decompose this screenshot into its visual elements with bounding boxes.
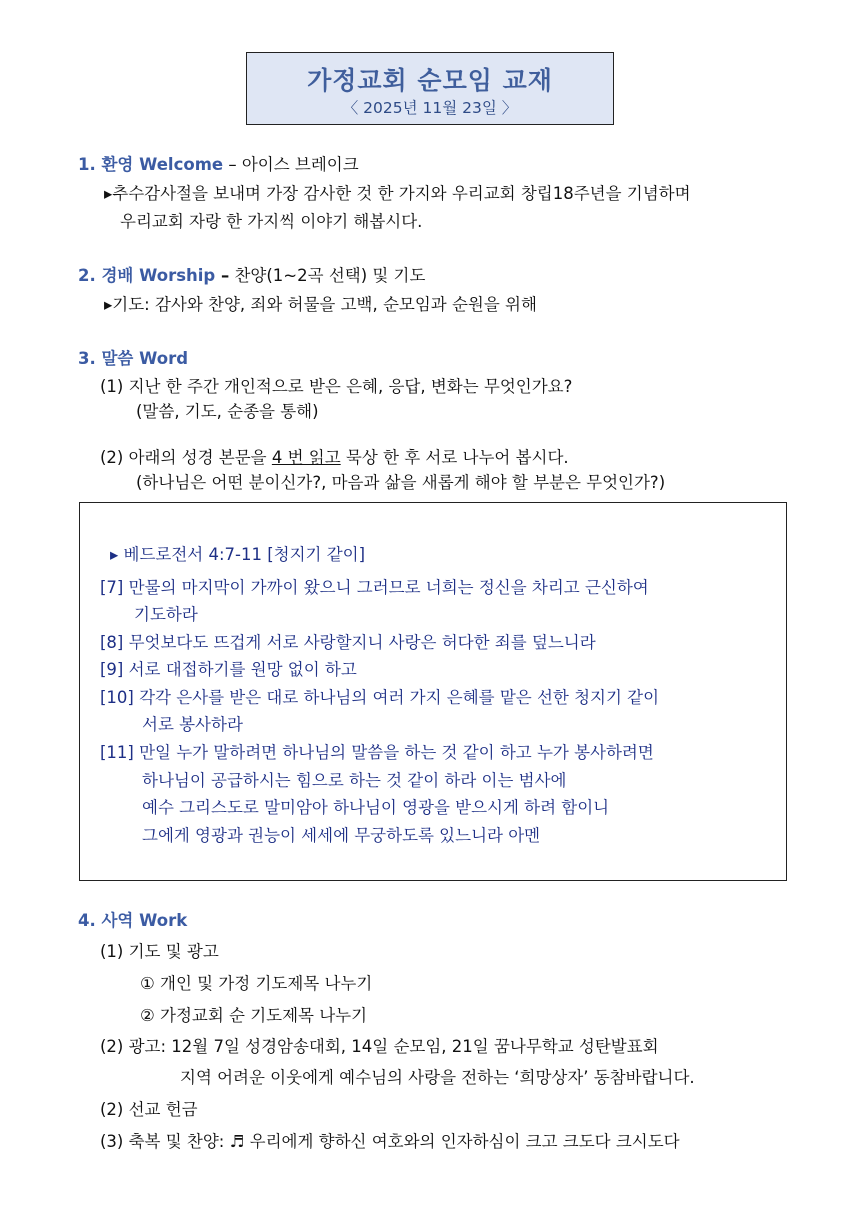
verse-7-line-2: 기도하라	[134, 605, 198, 624]
verse-11-line-1: [11] 만일 누가 말하려면 하나님의 말씀을 하는 것 같이 하고 누가 봉사하려면	[100, 743, 654, 762]
work-item-1-b: ② 가정교회 순 기도제목 나누기	[140, 1006, 368, 1025]
word-question-1: (1) 지난 한 주간 개인적으로 받은 은혜, 응답, 변화는 무엇인가요?	[100, 377, 573, 396]
verse-11-line-2: 하나님이 공급하시는 힘으로 하는 것 같이 하라 이는 범사에	[142, 771, 567, 790]
work-item-3: (2) 선교 헌금	[100, 1100, 198, 1119]
word-question-2-note: (하나님은 어떤 분이신가?, 마음과 삶을 새롭게 해야 할 부분은 무엇인가?)	[136, 473, 666, 492]
section-word-heading: 3. 말씀 Word	[78, 349, 189, 368]
section-welcome-heading	[78, 151, 359, 175]
verse-8: [8] 무엇보다도 뜨겁게 서로 사랑할지니 사랑은 허다한 죄를 덮느니라	[100, 633, 596, 652]
section-worship-heading	[78, 262, 425, 286]
section-work-heading: 4. 사역 Work	[78, 911, 188, 930]
word-question-1-note: (말씀, 기도, 순종을 통해)	[136, 402, 319, 421]
word-question-2	[100, 444, 569, 468]
work-item-4: (3) 축복 및 찬양: ♬ 우리에게 향하신 여호와의 인자하심이 크고 크도다 크시도다	[100, 1132, 680, 1151]
verse-10-line-1: [10] 각각 은사를 받은 대로 하나님의 여러 가지 은혜를 맡은 선한 청지기 같이	[100, 688, 660, 707]
welcome-line-1: ▸추수감사절을 보내며 가장 감사한 것 한 가지와 우리교회 창립18주년을 기념하며	[104, 184, 691, 203]
section-worship-subtitle: 찬양(1~2곡 선택) 및 기도	[229, 266, 426, 285]
work-item-2: (2) 광고: 12월 7일 성경암송대회, 14일 순모임, 21일 꿈나무학교 성탄발표회	[100, 1037, 659, 1056]
bible-reference: ▸ 베드로전서 4:7-11 [청지기 같이]	[110, 545, 366, 564]
section-worship-dash: –	[215, 266, 230, 285]
work-item-1: (1) 기도 및 광고	[100, 942, 219, 961]
word-question-2-pre: (2) 아래의 성경 본문을	[100, 448, 272, 467]
section-welcome-subtitle: – 아이스 브레이크	[223, 155, 359, 174]
word-question-2-post: 묵상 한 후 서로 나누어 봅시다.	[340, 448, 569, 467]
section-worship-title: 2. 경배 Worship	[78, 266, 216, 285]
welcome-line-2: 우리교회 자랑 한 가지씩 이야기 해봅시다.	[120, 212, 423, 231]
page-title: 가정교회 순모임 교재	[307, 66, 553, 95]
verse-11-line-3: 예수 그리스도로 말미암아 하나님이 영광을 받으시게 하려 함이니	[142, 798, 610, 817]
verse-10-line-2: 서로 봉사하라	[142, 715, 243, 734]
work-item-1-a: ① 개인 및 가정 기도제목 나누기	[140, 974, 373, 993]
page-date: 〈 2025년 11월 23일 〉	[342, 99, 518, 117]
worship-line-1: ▸기도: 감사와 찬양, 죄와 허물을 고백, 순모임과 순원을 위해	[104, 295, 537, 314]
work-item-2-line-2: 지역 어려운 이웃에게 예수님의 사랑을 전하는 ‘희망상자’ 동참바랍니다.	[180, 1068, 695, 1087]
word-question-2-underlined: 4 번 읽고	[271, 448, 341, 467]
section-welcome-title: 1. 환영 Welcome	[78, 155, 224, 174]
verse-11-line-4: 그에게 영광과 권능이 세세에 무궁하도록 있느니라 아멘	[142, 826, 541, 845]
title-box	[246, 52, 614, 125]
verse-9: [9] 서로 대접하기를 원망 없이 하고	[100, 660, 357, 679]
verse-7-line-1: [7] 만물의 마지막이 가까이 왔으니 그러므로 너희는 정신을 차리고 근신하여	[100, 578, 649, 597]
